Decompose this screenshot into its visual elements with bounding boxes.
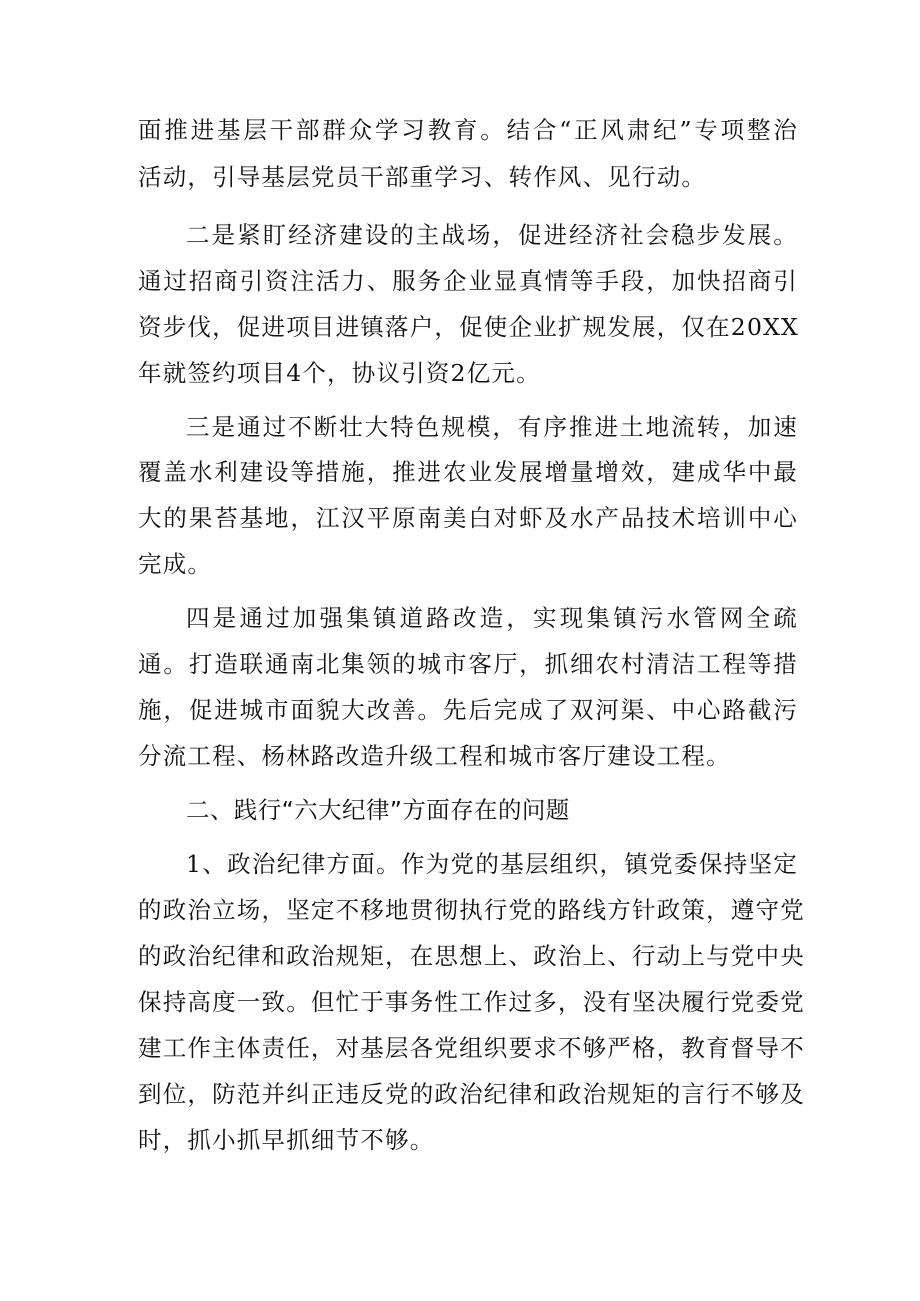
paragraph-line: 分流工程、杨林路改造升级工程和城市客厅建设工程。 [138,742,731,770]
paragraph-line: 二是紧盯经济建设的主战场，促进经济社会稳步发展。 [186,221,798,249]
paragraph-line: 通过招商引资注活力、服务企业显真情等手段，加快招商引 [138,267,798,295]
paragraph-line: 时，抓小抓早抓细节不够。 [138,1126,435,1154]
paragraph-line: 三是通过不断壮大特色规模，有序推进土地流转，加速 [186,413,798,441]
paragraph-line: 到位，防范并纠正违反党的政治纪律和政治规矩的言行不够及 [138,1080,805,1108]
paragraph-line: 通。打造联通南北集领的城市客厅，抓细农村清洁工程等措 [138,650,798,678]
paragraph-line: 完成。 [138,550,213,578]
paragraph-line: 的政治纪律和政治规矩，在思想上、政治上、行动上与党中央 [138,942,805,970]
paragraph-line: 保持高度一致。但忙于事务性工作过多，没有坚决履行党委党 [138,988,805,1016]
paragraph-line: 活动，引导基层党员干部重学习、转作风、见行动。 [138,163,707,191]
section-heading: 二、践行“六大纪律”方面存在的问题 [186,796,570,824]
paragraph-line: 覆盖水利建设等措施，推进农业发展增量增效，建成华中最 [138,458,798,486]
paragraph-line: 大的果苔基地，江汉平原南美白对虾及水产品技术培训中心 [138,504,798,532]
paragraph-line: 的政治立场，坚定不移地贯彻执行党的路线方针政策，遵守党 [138,896,805,924]
paragraph-line: 年就签约项目4个，协议引资2亿元。 [138,359,541,387]
paragraph-line: 建工作主体责任，对基层各党组织要求不够严格，教育督导不 [138,1034,805,1062]
paragraph-line: 1、政治纪律方面。作为党的基层组织，镇党委保持坚定 [186,850,798,878]
paragraph-line: 施，促进城市面貌大改善。先后完成了双河渠、中心路截污 [138,696,798,724]
paragraph-line: 四是通过加强集镇道路改造，实现集镇污水管网全疏 [186,604,798,632]
paragraph-line: 资步伐，促进项目进镇落户，促使企业扩规发展，仅在20XX [138,313,799,341]
paragraph-line: 面推进基层干部群众学习教育。结合“正风肃纪”专项整治 [138,116,798,144]
